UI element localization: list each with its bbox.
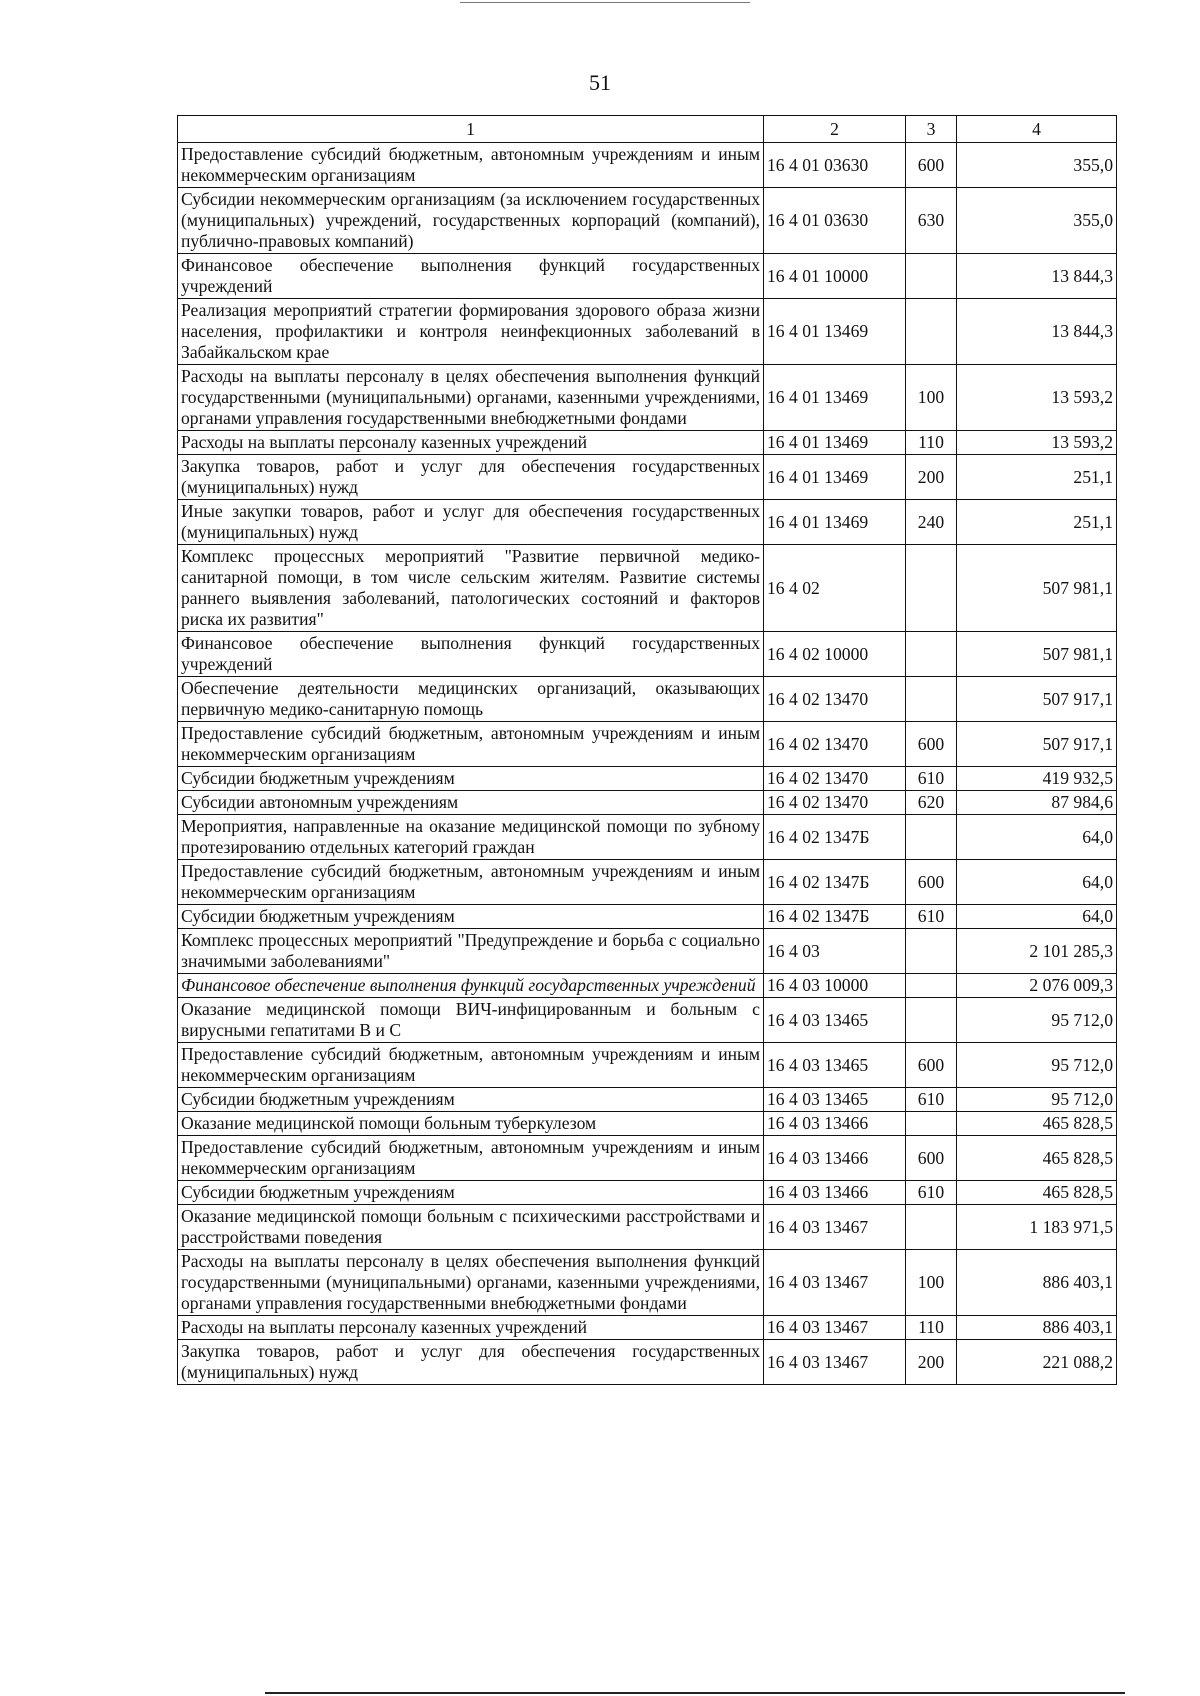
row-amount: 1 183 971,5 <box>957 1205 1117 1250</box>
row-amount: 355,0 <box>957 143 1117 188</box>
row-name: Предоставление субсидий бюджетным, автономным учреждениям и иным некоммерческим организациям <box>178 143 764 188</box>
table-row <box>178 1181 1117 1205</box>
header-col-2: 2 <box>764 116 906 143</box>
table-row <box>178 1112 1117 1136</box>
row-name: Субсидии бюджетным учреждениям <box>178 767 764 791</box>
row-amount: 465 828,5 <box>957 1181 1117 1205</box>
row-expense-type: 600 <box>906 1136 957 1181</box>
table-body <box>178 143 1117 1385</box>
row-amount: 13 593,2 <box>957 365 1117 431</box>
row-code: 16 4 03 13467 <box>764 1340 906 1385</box>
table-row <box>178 365 1117 431</box>
row-name: Комплекс процессных мероприятий "Развитие первичной медико-санитарной помощи, в том числе сельским жителям. Развитие системы раннего выявления заболеваний, патологических состояний и факторов риска их развития" <box>178 545 764 632</box>
row-name: Предоставление субсидий бюджетным, автономным учреждениям и иным некоммерческим организациям <box>178 722 764 767</box>
row-expense-type <box>906 974 957 998</box>
row-expense-type: 610 <box>906 905 957 929</box>
row-name: Мероприятия, направленные на оказание медицинской помощи по зубному протезированию отдельных категорий граждан <box>178 815 764 860</box>
row-code: 16 4 03 13465 <box>764 1043 906 1088</box>
row-code: 16 4 01 13469 <box>764 500 906 545</box>
row-expense-type: 620 <box>906 791 957 815</box>
row-name: Предоставление субсидий бюджетным, автономным учреждениям и иным некоммерческим организациям <box>178 860 764 905</box>
table-row <box>178 677 1117 722</box>
row-amount: 419 932,5 <box>957 767 1117 791</box>
row-expense-type: 630 <box>906 188 957 254</box>
row-name: Расходы на выплаты персоналу казенных учреждений <box>178 1316 764 1340</box>
row-code: 16 4 01 13469 <box>764 365 906 431</box>
row-amount: 64,0 <box>957 860 1117 905</box>
row-code: 16 4 03 13467 <box>764 1316 906 1340</box>
row-amount: 221 088,2 <box>957 1340 1117 1385</box>
row-code: 16 4 02 13470 <box>764 722 906 767</box>
row-amount: 13 844,3 <box>957 254 1117 299</box>
row-name: Субсидии бюджетным учреждениям <box>178 905 764 929</box>
row-amount: 2 076 009,3 <box>957 974 1117 998</box>
row-expense-type: 600 <box>906 143 957 188</box>
row-amount: 465 828,5 <box>957 1112 1117 1136</box>
row-expense-type <box>906 254 957 299</box>
row-name: Обеспечение деятельности медицинских организаций, оказывающих первичную медико-санитарную помощь <box>178 677 764 722</box>
row-code: 16 4 02 13470 <box>764 791 906 815</box>
row-name: Финансовое обеспечение выполнения функций государственных учреждений <box>178 254 764 299</box>
row-code: 16 4 03 13466 <box>764 1136 906 1181</box>
row-amount: 886 403,1 <box>957 1250 1117 1316</box>
table-row <box>178 500 1117 545</box>
table-row <box>178 455 1117 500</box>
row-name: Оказание медицинской помощи ВИЧ-инфицированным и больным с вирусными гепатитами В и С <box>178 998 764 1043</box>
row-expense-type: 200 <box>906 455 957 500</box>
row-code: 16 4 02 1347Б <box>764 905 906 929</box>
row-code: 16 4 01 03630 <box>764 188 906 254</box>
table-row <box>178 1205 1117 1250</box>
row-expense-type: 200 <box>906 1340 957 1385</box>
table-row <box>178 1136 1117 1181</box>
row-expense-type <box>906 545 957 632</box>
row-name: Оказание медицинской помощи больным туберкулезом <box>178 1112 764 1136</box>
row-expense-type: 100 <box>906 1250 957 1316</box>
row-amount: 64,0 <box>957 815 1117 860</box>
row-expense-type: 600 <box>906 860 957 905</box>
table-row <box>178 1088 1117 1112</box>
row-code: 16 4 02 1347Б <box>764 860 906 905</box>
row-amount: 95 712,0 <box>957 1043 1117 1088</box>
row-name: Комплекс процессных мероприятий "Предупреждение и борьба с социально значимыми заболеваниями" <box>178 929 764 974</box>
row-name: Закупка товаров, работ и услуг для обеспечения государственных (муниципальных) нужд <box>178 455 764 500</box>
row-code: 16 4 03 13467 <box>764 1205 906 1250</box>
row-name: Субсидии автономным учреждениям <box>178 791 764 815</box>
row-expense-type: 610 <box>906 1181 957 1205</box>
row-amount: 13 844,3 <box>957 299 1117 365</box>
row-expense-type: 600 <box>906 722 957 767</box>
row-amount: 95 712,0 <box>957 998 1117 1043</box>
row-code: 16 4 01 03630 <box>764 143 906 188</box>
header-col-1: 1 <box>178 116 764 143</box>
row-expense-type: 100 <box>906 365 957 431</box>
row-code: 16 4 02 13470 <box>764 767 906 791</box>
row-name: Закупка товаров, работ и услуг для обеспечения государственных (муниципальных) нужд <box>178 1340 764 1385</box>
row-code: 16 4 01 13469 <box>764 431 906 455</box>
row-name: Предоставление субсидий бюджетным, автономным учреждениям и иным некоммерческим организациям <box>178 1136 764 1181</box>
row-code: 16 4 01 13469 <box>764 455 906 500</box>
row-expense-type: 240 <box>906 500 957 545</box>
bottom-edge-line <box>265 1692 1125 1694</box>
row-name: Финансовое обеспечение выполнения функций государственных учреждений <box>178 632 764 677</box>
row-expense-type: 110 <box>906 431 957 455</box>
row-name: Субсидии некоммерческим организациям (за исключением государственных (муниципальных) учреждений, государственных корпораций (компаний), публично-правовых компаний) <box>178 188 764 254</box>
row-name: Расходы на выплаты персоналу казенных учреждений <box>178 431 764 455</box>
row-code: 16 4 03 10000 <box>764 974 906 998</box>
row-name: Иные закупки товаров, работ и услуг для обеспечения государственных (муниципальных) нужд <box>178 500 764 545</box>
row-amount: 251,1 <box>957 500 1117 545</box>
row-amount: 507 917,1 <box>957 722 1117 767</box>
table-row <box>178 998 1117 1043</box>
table-row <box>178 1250 1117 1316</box>
row-code: 16 4 03 13466 <box>764 1181 906 1205</box>
row-expense-type <box>906 677 957 722</box>
row-name: Субсидии бюджетным учреждениям <box>178 1181 764 1205</box>
table-row <box>178 929 1117 974</box>
header-col-4: 4 <box>957 116 1117 143</box>
table-row <box>178 974 1117 998</box>
row-name: Субсидии бюджетным учреждениям <box>178 1088 764 1112</box>
header-row <box>178 116 1117 143</box>
table-row <box>178 791 1117 815</box>
row-expense-type: 110 <box>906 1316 957 1340</box>
table-row <box>178 722 1117 767</box>
row-amount: 64,0 <box>957 905 1117 929</box>
table-row <box>178 1043 1117 1088</box>
table-row <box>178 143 1117 188</box>
row-code: 16 4 03 13465 <box>764 998 906 1043</box>
row-code: 16 4 02 1347Б <box>764 815 906 860</box>
row-name: Расходы на выплаты персоналу в целях обеспечения выполнения функций государственными (муниципальными) органами, казенными учреждениями, органами управления государственными внебюджетными фондами <box>178 365 764 431</box>
table-row <box>178 254 1117 299</box>
table-row <box>178 905 1117 929</box>
row-expense-type <box>906 299 957 365</box>
row-expense-type: 600 <box>906 1043 957 1088</box>
table-row <box>178 1340 1117 1385</box>
row-code: 16 4 01 13469 <box>764 299 906 365</box>
row-name: Реализация мероприятий стратегии формирования здорового образа жизни населения, профилактики и контроля неинфекционных заболеваний в Забайкальском крае <box>178 299 764 365</box>
row-code: 16 4 03 13466 <box>764 1112 906 1136</box>
row-amount: 507 981,1 <box>957 545 1117 632</box>
table-row <box>178 1316 1117 1340</box>
row-amount: 465 828,5 <box>957 1136 1117 1181</box>
row-expense-type: 610 <box>906 767 957 791</box>
row-code: 16 4 02 <box>764 545 906 632</box>
top-edge-line <box>460 2 750 3</box>
table-row <box>178 299 1117 365</box>
row-name: Оказание медицинской помощи больным с психическими расстройствами и расстройствами поведения <box>178 1205 764 1250</box>
row-expense-type <box>906 998 957 1043</box>
table-row <box>178 431 1117 455</box>
row-expense-type: 610 <box>906 1088 957 1112</box>
row-expense-type <box>906 1112 957 1136</box>
row-amount: 95 712,0 <box>957 1088 1117 1112</box>
row-code: 16 4 02 13470 <box>764 677 906 722</box>
row-code: 16 4 03 13467 <box>764 1250 906 1316</box>
row-amount: 251,1 <box>957 455 1117 500</box>
row-expense-type <box>906 815 957 860</box>
table-row <box>178 188 1117 254</box>
row-amount: 507 917,1 <box>957 677 1117 722</box>
row-expense-type <box>906 632 957 677</box>
table-row <box>178 815 1117 860</box>
table-row <box>178 632 1117 677</box>
table-row <box>178 767 1117 791</box>
row-amount: 2 101 285,3 <box>957 929 1117 974</box>
row-expense-type <box>906 1205 957 1250</box>
row-name: Предоставление субсидий бюджетным, автономным учреждениям и иным некоммерческим организациям <box>178 1043 764 1088</box>
header-col-3: 3 <box>906 116 957 143</box>
table-row <box>178 860 1117 905</box>
row-code: 16 4 03 <box>764 929 906 974</box>
page-number: 51 <box>589 70 611 95</box>
row-amount: 13 593,2 <box>957 431 1117 455</box>
budget-table <box>177 115 1117 1385</box>
row-expense-type <box>906 929 957 974</box>
table-row <box>178 545 1117 632</box>
row-amount: 355,0 <box>957 188 1117 254</box>
row-code: 16 4 01 10000 <box>764 254 906 299</box>
row-amount: 507 981,1 <box>957 632 1117 677</box>
row-name: Расходы на выплаты персоналу в целях обеспечения выполнения функций государственными (муниципальными) органами, казенными учреждениями, органами управления государственными внебюджетными фондами <box>178 1250 764 1316</box>
row-amount: 886 403,1 <box>957 1316 1117 1340</box>
row-amount: 87 984,6 <box>957 791 1117 815</box>
row-name: Финансовое обеспечение выполнения функций государственных учреждений <box>178 974 764 998</box>
row-code: 16 4 02 10000 <box>764 632 906 677</box>
row-code: 16 4 03 13465 <box>764 1088 906 1112</box>
